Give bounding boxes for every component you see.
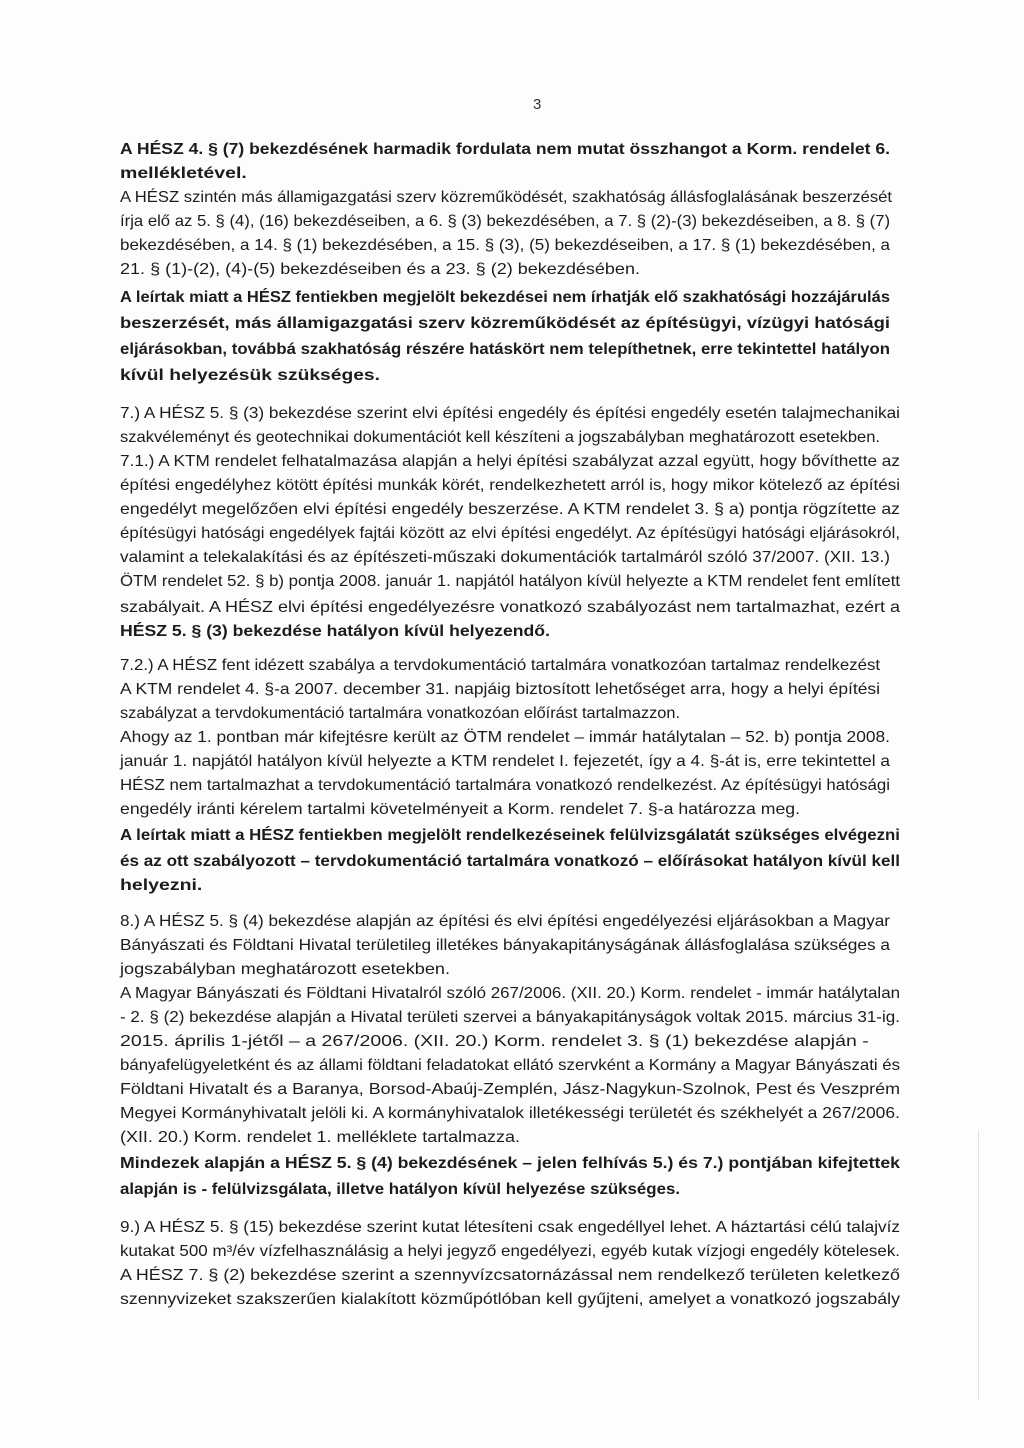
text-line: A leírtak miatt a HÉSZ fentiekben megjelölt rendelkezéseinek felülvizsgálatát szükséges elvégezni xyxy=(120,827,900,844)
text-line: 8.) A HÉSZ 5. § (4) bekezdése alapján az építési és elvi építési engedélyezési eljárásokban a Magyar xyxy=(120,913,890,930)
text-line: A HÉSZ szintén más államigazgatási szerv közreműködését, szakhatóság állásfoglalásának beszerzését xyxy=(120,189,893,206)
text-line: A Magyar Bányászati és Földtani Hivatalról szóló 267/2006. (XII. 20.) Korm. rendelet - immár hatálytalan xyxy=(120,985,901,1002)
text-line: 7.) A HÉSZ 5. § (3) bekezdése szerint elvi építési engedély és építési engedély esetén talajmechanikai xyxy=(120,405,901,422)
text-line: helyezni. xyxy=(120,877,203,894)
text-line: HÉSZ 5. § (3) bekezdése hatályon kívül helyezendő. xyxy=(120,623,550,640)
text-line: (XII. 20.) Korm. rendelet 1. melléklete tartalmazza. xyxy=(120,1129,520,1146)
page-number: 3 xyxy=(533,96,542,113)
text-line: bekezdésében, a 14. § (1) bekezdésében, a 15. § (3), (5) bekezdéseiben, a 17. § (1) bekezdésében, a xyxy=(120,237,890,254)
text-line: 2015. április 1-jétől – a 267/2006. (XII. 20.) Korm. rendelet 3. § (1) bekezdése alapján - xyxy=(120,1033,869,1050)
text-line: Földtani Hivatalt és a Baranya, Borsod-Abaúj-Zemplén, Jász-Nagykun-Szolnok, Pest és Veszprém xyxy=(120,1081,901,1098)
text-line: Megyei Kormányhivatalt jelöli ki. A kormányhivatalok illetékességi területét és székhelyét a 267/2006. xyxy=(120,1105,900,1122)
text-line: beszerzését, más államigazgatási szerv közreműködését az építésügyi, vízügyi hatósági xyxy=(120,315,891,332)
text-line: Ahogy az 1. pontban már kifejtésre került az ÖTM rendelet – immár hatálytalan – 52. b) pontja 2008. xyxy=(120,729,891,746)
text-line: építésügyi hatósági engedélyek fajtái között az elvi építési engedélyt. Az építésügyi hatósági eljárásokról, xyxy=(120,525,900,542)
text-line: valamint a telekalakítási és az építészeti-műszaki dokumentációk tartalmáról szóló 37/2007. (XII. 13.) xyxy=(120,549,891,566)
text-line: mellékletével. xyxy=(120,165,247,182)
text-line: 21. § (1)-(2), (4)-(5) bekezdéseiben és a 23. § (2) bekezdésében. xyxy=(120,261,640,278)
text-line: szakvéleményt és geotechnikai dokumentációt kell készíteni a jogszabályban meghatározott esetekben. xyxy=(120,429,881,446)
text-line: jogszabályban meghatározott esetekben. xyxy=(120,961,451,978)
text-line: kívül helyezésük szükséges. xyxy=(120,367,380,384)
text-line: A HÉSZ 4. § (7) bekezdésének harmadik fordulata nem mutat összhangot a Korm. rendelet 6. xyxy=(120,141,890,158)
text-line: szabályzat a tervdokumentáció tartalmára vonatkozóan előírást tartalmazzon. xyxy=(120,705,680,722)
text-line: Bányászati és Földtani Hivatal területileg illetékes bányakapitányságának állásfoglalása szükséges a xyxy=(120,937,891,954)
text-line: január 1. napjától hatályon kívül helyezte a KTM rendelet I. fejezetét, így a 4. §-át is, erre tekintettel a xyxy=(120,753,890,770)
text-line: engedélyt megelőzően elvi építési engedély beszerzése. A KTM rendelet 3. § a) pontja rögzítette az xyxy=(120,501,901,518)
text-line: alapján is - felülvizsgálata, illetve hatályon kívül helyezése szükséges. xyxy=(120,1181,681,1198)
text-line: írja elő az 5. § (4), (16) bekezdéseiben, a 6. § (3) bekezdésében, a 7. § (2)-(3) bekezdéseiben, a 8. § (7) xyxy=(120,213,891,230)
text-line: építési engedélyhez kötött építési munkák körét, rendelkezhetett arról is, hogy mikor kötelező az építési xyxy=(120,477,901,494)
text-line: A HÉSZ 7. § (2) bekezdése szerint a szennyvízcsatornázással nem rendelkező területen keletkező xyxy=(120,1267,900,1284)
text-line: A leírtak miatt a HÉSZ fentiekben megjelölt bekezdései nem írhatják elő szakhatósági hozzájárulás xyxy=(120,289,890,306)
text-line: és az ott szabályozott – tervdokumentáció tartalmára vonatkozó – előírásokat hatályon kívül kell xyxy=(120,853,901,870)
text-line: szennyvizeket szakszerűen kialakított közműpótlóban kell gyűjteni, amelyet a vonatkozó jogszabály xyxy=(120,1291,900,1308)
text-line: 7.1.) A KTM rendelet felhatalmazása alapján a helyi építési szabályzat azzal együtt, hogy bővíthette az xyxy=(120,453,900,470)
text-line: 9.) A HÉSZ 5. § (15) bekezdése szerint kutat létesíteni csak engedéllyel lehet. A háztartási célú talajvíz xyxy=(120,1219,901,1236)
text-line: Mindezek alapján a HÉSZ 5. § (4) bekezdésének – jelen felhívás 5.) és 7.) pontjában kifejtettek xyxy=(120,1155,900,1172)
text-line: 7.2.) A HÉSZ fent idézett szabálya a tervdokumentáció tartalmára vonatkozóan tartalmaz rendelkezést xyxy=(120,657,881,674)
text-line: engedély iránti kérelem tartalmi követelményeit a Korm. rendelet 7. §-a határozza meg. xyxy=(120,801,801,818)
text-line: ÖTM rendelet 52. § b) pontja 2008. január 1. napjától hatályon kívül helyezte a KTM rendelet fent említett xyxy=(120,573,901,590)
text-line: A KTM rendelet 4. §-a 2007. december 31. napjáig biztosított lehetőséget arra, hogy a helyi építési xyxy=(120,681,881,698)
text-line: kutakat 500 m³/év vízfelhasználásig a helyi jegyző engedélyezi, egyéb kutak vízjogi engedély kötelesek. xyxy=(120,1243,901,1260)
text-line: - 2. § (2) bekezdése alapján a Hivatal területi szervei a bányakapitányságok voltak 2015. március 31-ig. xyxy=(120,1009,901,1026)
text-line: szabályait. A HÉSZ elvi építési engedélyezésre vonatkozó szabályozást nem tartalmazhat, ezért a xyxy=(120,599,901,616)
text-line: eljárásokban, továbbá szakhatóság részére hatáskört nem telepíthetnek, erre tekintettel hatályon xyxy=(120,341,890,358)
scan-margin-mark xyxy=(978,1130,979,1400)
text-line: HÉSZ nem tartalmazhat a tervdokumentáció tartalmára vonatkozó rendelkezést. Az építésügyi hatósági xyxy=(120,777,890,794)
text-line: bányafelügyeletként és az állami földtani feladatokat ellátó szervként a Kormány a Magyar Bányászati és xyxy=(120,1057,901,1074)
